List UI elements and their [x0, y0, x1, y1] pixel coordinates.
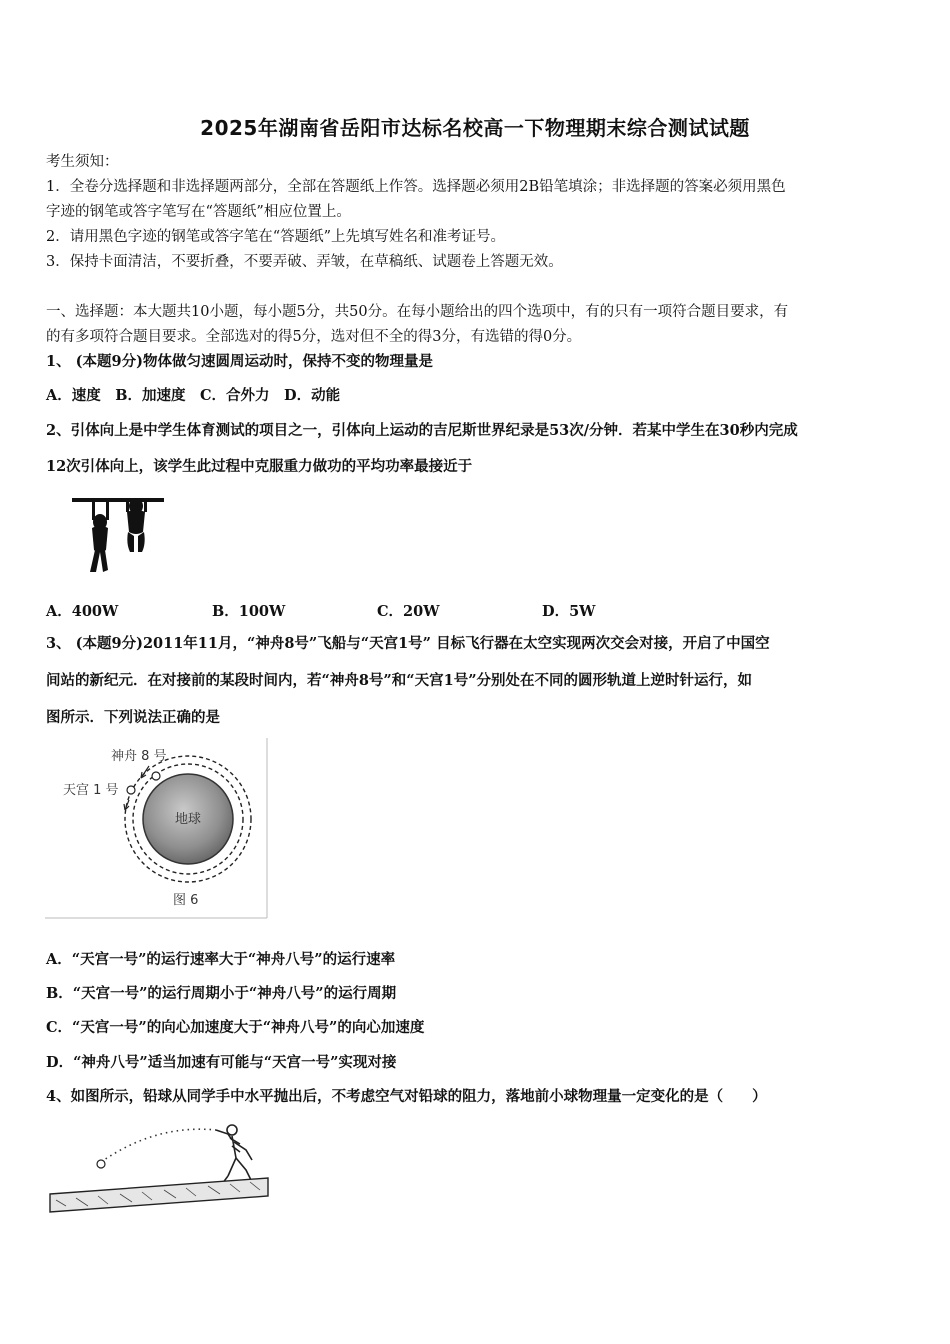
question-2-stem: 2、引体向上是中学生体育测试的项目之一，引体向上运动的吉尼斯世界纪录是53次/分钟．若某中学生在30秒内完成	[46, 422, 798, 439]
pull-up-figure	[70, 492, 170, 574]
question-3-option-c: C．“天宫一号”的向心加速度大于“神舟八号”的向心加速度	[46, 1019, 425, 1036]
question-2-option-b: B．100W	[212, 603, 286, 620]
question-4-stem: 4、如图所示，铅球从同学手中水平抛出后，不考虑空气对铅球的阻力，落地前小球物理量一定变化的是（ ）	[46, 1088, 767, 1105]
earth-label: 地球	[175, 812, 202, 827]
question-3-option-d: D．“神舟八号”适当加速有可能与“天宫一号”实现对接	[46, 1054, 397, 1071]
question-3-stem: 3、 (本题9分)2011年11月，“神舟8号”飞船与“天宫1号” 目标飞行器在太空实现两次交会对接，开启了中国空	[46, 635, 770, 652]
question-3-stem: 间站的新纪元．在对接前的某段时间内，若“神舟8号”和“天宫1号”分别处在不同的圆形轨道上逆时针运行，如	[46, 672, 753, 689]
notice-item: 3．保持卡面清洁，不要折叠，不要弄破、弄皱，在草稿纸、试题卷上答题无效。	[46, 254, 563, 270]
notice-item: 字迹的钢笔或答字笔写在“答题纸”相应位置上。	[46, 204, 351, 220]
question-2-option-c: C．20W	[377, 603, 440, 620]
shenzhou-label: 神舟 8 号	[111, 749, 167, 764]
question-3-option-a: A．“天宫一号”的运行速率大于“神舟八号”的运行速率	[46, 951, 396, 968]
orbit-figure	[45, 738, 268, 919]
question-2-option-a: A．400W	[46, 603, 119, 620]
question-1-options: A．速度 B．加速度 C．合外力 D．动能	[46, 387, 341, 404]
question-1-stem: 1、 (本题9分)物体做匀速圆周运动时，保持不变的物理量是	[46, 353, 433, 370]
section-instructions: 的有多项符合题目要求。全部选对的得5分，选对但不全的得3分，有选错的得0分。	[46, 329, 582, 345]
question-3-option-b: B．“天宫一号”的运行周期小于“神舟八号”的运行周期	[46, 985, 397, 1002]
question-2-stem: 12次引体向上，该学生此过程中克服重力做功的平均功率最接近于	[46, 458, 473, 475]
question-3-stem: 图所示．下列说法正确的是	[46, 709, 220, 726]
page-title: 2025年湖南省岳阳市达标名校高一下物理期末综合测试试题	[200, 116, 750, 140]
notice-heading: 考生须知：	[46, 154, 119, 170]
question-2-option-d: D．5W	[542, 603, 596, 620]
figure-caption: 图 6	[173, 893, 199, 908]
shot-ball	[97, 1160, 105, 1168]
notice-item: 1．全卷分选择题和非选择题两部分，全部在答题纸上作答。选择题必须用2B铅笔填涂；非选择题的答案必须用黑色	[46, 179, 786, 195]
tiangong-label: 天宫 1 号	[63, 783, 119, 798]
section-instructions: 一、选择题：本大题共10小题，每小题5分，共50分。在每小题给出的四个选项中，有的只有一项符合题目要求，有	[46, 304, 789, 320]
shenzhou-spacecraft	[152, 772, 160, 780]
shot-put-figure	[46, 1120, 270, 1214]
tiangong-spacecraft	[127, 786, 135, 794]
notice-item: 2．请用黑色字迹的钢笔或答字笔在“答题纸”上先填写姓名和准考证号。	[46, 229, 506, 245]
